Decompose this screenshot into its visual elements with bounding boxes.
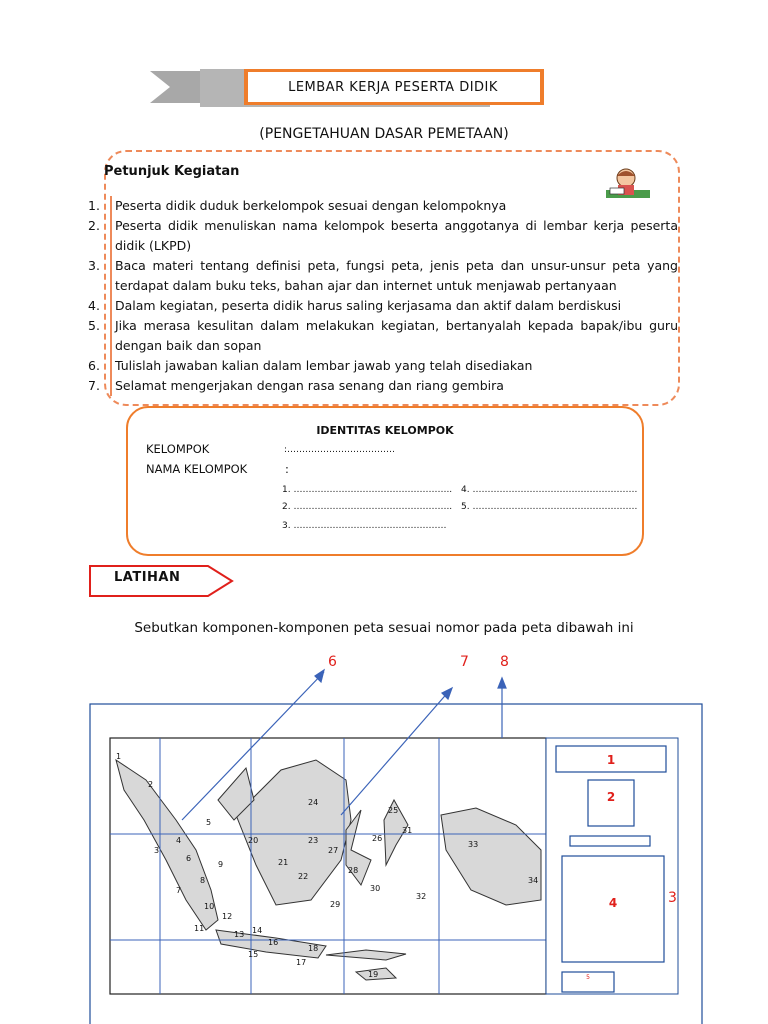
member-field-5[interactable]: 5. ………………………………………………. (461, 502, 638, 512)
kelompok-label: KELOMPOK (146, 442, 210, 456)
region-number-label: 12 (222, 912, 233, 921)
region-number-label: 16 (268, 938, 279, 947)
region-number-label: 31 (402, 826, 413, 835)
nama-kelompok-label: NAMA KELOMPOK (146, 462, 248, 476)
region-number-label: 29 (330, 900, 341, 909)
legend-number: 5 (586, 974, 590, 981)
region-number-label: 27 (328, 846, 339, 855)
callout-number: 3 (668, 890, 677, 906)
page-title: LEMBAR KERJA PESERTA DIDIK (288, 80, 498, 95)
instruction-item (88, 356, 678, 376)
region-number-label: 34 (528, 876, 539, 885)
instruction-number: 5. (88, 318, 100, 333)
instruction-item (88, 196, 678, 216)
region-number-label: 33 (468, 840, 479, 849)
region-number-label: 22 (298, 872, 309, 881)
region-number-label: 25 (388, 806, 399, 815)
instruction-item (88, 296, 678, 316)
instruction-number: 3. (88, 258, 100, 273)
region-number-label: 10 (204, 902, 215, 911)
instruction-text: Peserta didik menuliskan nama kelompok beserta anggotanya di lembar kerja peserta didik (LKPD) (110, 216, 678, 256)
latihan-label: LATIHAN (114, 570, 181, 585)
region-number-label: 13 (234, 930, 245, 939)
region-number-label: 32 (416, 892, 427, 901)
legend-number: 1 (606, 753, 616, 767)
region-number-label: 6 (186, 854, 192, 863)
instruction-item (88, 316, 678, 356)
kelompok-field[interactable]: :……………………………… (284, 445, 396, 455)
region-number-label: 15 (248, 950, 259, 959)
region-number-label: 3 (154, 846, 160, 855)
region-number-label: 28 (348, 866, 359, 875)
identity-title: IDENTITAS KELOMPOK (316, 424, 454, 437)
region-number-label: 1 (116, 752, 122, 761)
instruction-text: Tulislah jawaban kalian dalam lembar jawab yang telah disediakan (110, 356, 678, 376)
region-number-label: 14 (252, 926, 263, 935)
member-field-4[interactable]: 4. ………………………………………………. (461, 485, 638, 495)
region-number-label: 20 (248, 836, 259, 845)
region-number-label: 11 (194, 924, 205, 933)
instruction-item (88, 256, 678, 296)
region-number-label: 19 (368, 970, 379, 979)
legend-number: 2 (606, 790, 616, 804)
region-number-label: 8 (200, 876, 206, 885)
instruction-number: 6. (88, 358, 100, 373)
instruction-text: Selamat mengerjakan dengan rasa senang dan riang gembira (110, 376, 678, 396)
region-number-label: 9 (218, 860, 224, 869)
region-number-label: 5 (206, 818, 212, 827)
region-number-label: 17 (296, 958, 307, 967)
region-number-label: 18 (308, 944, 319, 953)
member-field-3[interactable]: 3. …………………………………………… (282, 521, 447, 531)
legend-scale-bar (570, 836, 650, 846)
instruction-item (88, 216, 678, 256)
region-number-label: 7 (176, 886, 182, 895)
region-number-label: 30 (370, 884, 381, 893)
member-field-1[interactable]: 1. …………………………………………….. (282, 485, 453, 495)
instructions-list (88, 196, 678, 396)
instruction-text: Jika merasa kesulitan dalam melakukan kegiatan, bertanyalah kepada bapak/ibu guru dengan baik dan sopan (110, 316, 678, 356)
nama-kelompok-colon: : (285, 462, 289, 476)
region-number-label: 23 (308, 836, 319, 845)
instruction-number: 2. (88, 218, 100, 233)
region-number-label: 21 (278, 858, 289, 867)
callout-number: 7 (460, 654, 469, 670)
region-number-label: 24 (308, 798, 319, 807)
instruction-text: Baca materi tentang definisi peta, fungsi peta, jenis peta dan unsur-unsur peta yang terdapat dalam buku teks, bahan ajar dan internet untuk menjawab pertanyaan (110, 256, 678, 296)
member-field-2[interactable]: 2. …………………………………………….. (282, 502, 453, 512)
callout-number: 6 (328, 654, 337, 670)
instructions-heading: Petunjuk Kegiatan (104, 164, 240, 179)
region-number-label: 26 (372, 834, 383, 843)
callout-number: 8 (500, 654, 509, 670)
instruction-item (88, 376, 678, 396)
region-number-label: 4 (176, 836, 182, 845)
page-subtitle: (PENGETAHUAN DASAR PEMETAAN) (259, 126, 509, 142)
instruction-text: Peserta didik duduk berkelompok sesuai dengan kelompoknya (110, 196, 678, 216)
legend-number: 4 (608, 896, 618, 910)
instruction-number: 4. (88, 298, 100, 313)
instruction-number: 1. (88, 198, 100, 213)
instruction-text: Dalam kegiatan, peserta didik harus saling kerjasama dan aktif dalam berdiskusi (110, 296, 678, 316)
region-number-label: 2 (148, 780, 154, 789)
instruction-number: 7. (88, 378, 100, 393)
exercise-prompt: Sebutkan komponen-komponen peta sesuai nomor pada peta dibawah ini (134, 620, 634, 636)
